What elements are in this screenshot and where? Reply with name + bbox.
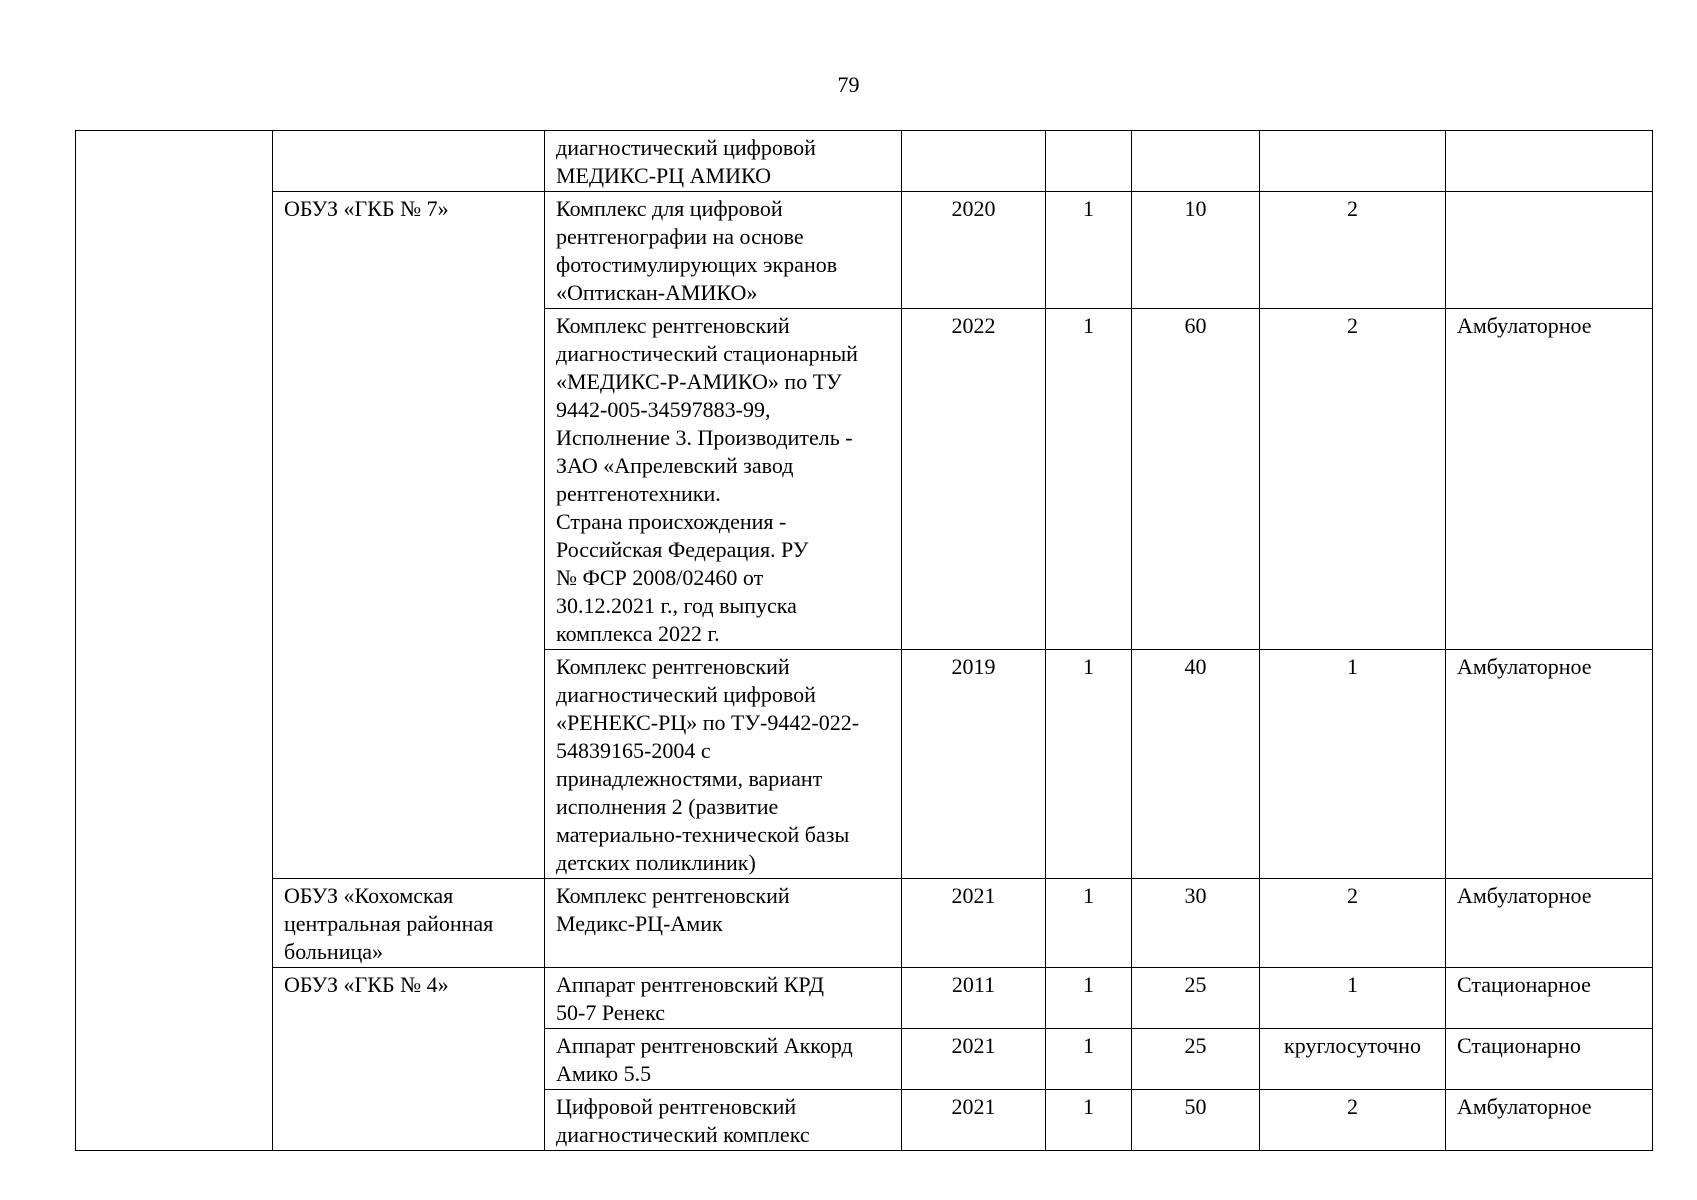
count-cell: 1	[1046, 650, 1132, 879]
shifts-cell: круглосуточно	[1260, 1029, 1446, 1090]
year-cell: 2021	[902, 1029, 1046, 1090]
device-cell: Комплекс для цифровой рентгенографии на основе фотостимулирующих экранов «Оптискан-АМИКО»	[545, 192, 902, 309]
capacity-cell: 60	[1132, 309, 1260, 650]
organization-cell: ОБУЗ «Кохомская центральная районная больница»	[273, 879, 545, 968]
device-cell: Комплекс рентгеновский диагностический цифровой «РЕНЕКС-РЦ» по ТУ-9442-022- 54839165-2004 с принадлежностями, вариант исполнения 2 (развитие материально-технической базы детских поликлиник)	[545, 650, 902, 879]
count-cell: 1	[1046, 1090, 1132, 1151]
device-cell: Цифровой рентгеновский диагностический комплекс	[545, 1090, 902, 1151]
mode-cell: Стационарное	[1446, 968, 1653, 1029]
table-row	[76, 131, 1653, 192]
table-row	[76, 192, 1653, 309]
device-cell: Комплекс рентгеновский диагностический стационарный «МЕДИКС-Р-АМИКО» по ТУ 9442-005-34597883-99, Исполнение 3. Производитель - ЗАО «Апрелевский завод рентгенотехники. Страна происхождения - Российская Федерация. РУ № ФСР 2008/02460 от 30.12.2021 г., год выпуска комплекса 2022 г.	[545, 309, 902, 650]
shifts-cell: 1	[1260, 650, 1446, 879]
count-cell: 1	[1046, 192, 1132, 309]
shifts-cell: 2	[1260, 1090, 1446, 1151]
shifts-cell	[1260, 131, 1446, 192]
shifts-cell: 2	[1260, 192, 1446, 309]
year-cell: 2020	[902, 192, 1046, 309]
year-cell: 2019	[902, 650, 1046, 879]
count-cell: 1	[1046, 879, 1132, 968]
capacity-cell: 30	[1132, 879, 1260, 968]
count-cell: 1	[1046, 1029, 1132, 1090]
shifts-cell: 2	[1260, 879, 1446, 968]
capacity-cell: 25	[1132, 1029, 1260, 1090]
capacity-cell: 25	[1132, 968, 1260, 1029]
capacity-cell: 40	[1132, 650, 1260, 879]
device-cell: Аппарат рентгеновский КРД 50-7 Ренекс	[545, 968, 902, 1029]
equipment-table	[75, 130, 1653, 1151]
shifts-cell: 1	[1260, 968, 1446, 1029]
count-cell: 1	[1046, 968, 1132, 1029]
table-row	[76, 879, 1653, 968]
capacity-cell	[1132, 131, 1260, 192]
capacity-cell: 50	[1132, 1090, 1260, 1151]
mode-cell: Амбулаторное	[1446, 309, 1653, 650]
year-cell: 2021	[902, 1090, 1046, 1151]
mode-cell: Стационарно	[1446, 1029, 1653, 1090]
device-cell: Комплекс рентгеновский Медикс-РЦ-Амик	[545, 879, 902, 968]
mode-cell: Амбулаторное	[1446, 1090, 1653, 1151]
year-cell	[902, 131, 1046, 192]
year-cell: 2021	[902, 879, 1046, 968]
device-cell: диагностический цифровой МЕДИКС-РЦ АМИКО	[545, 131, 902, 192]
count-cell: 1	[1046, 309, 1132, 650]
device-cell: Аппарат рентгеновский Аккорд Амико 5.5	[545, 1029, 902, 1090]
year-cell: 2022	[902, 309, 1046, 650]
capacity-cell: 10	[1132, 192, 1260, 309]
shifts-cell: 2	[1260, 309, 1446, 650]
count-cell	[1046, 131, 1132, 192]
organization-cell: ОБУЗ «ГКБ № 4»	[273, 968, 545, 1151]
mode-cell: Амбулаторное	[1446, 650, 1653, 879]
mode-cell: Амбулаторное	[1446, 879, 1653, 968]
mode-cell	[1446, 131, 1653, 192]
year-cell: 2011	[902, 968, 1046, 1029]
table-row	[76, 968, 1653, 1029]
organization-cell	[273, 131, 545, 192]
region-cell	[76, 131, 273, 1151]
mode-cell	[1446, 192, 1653, 309]
page-number: 79	[837, 72, 860, 97]
organization-cell: ОБУЗ «ГКБ № 7»	[273, 192, 545, 879]
